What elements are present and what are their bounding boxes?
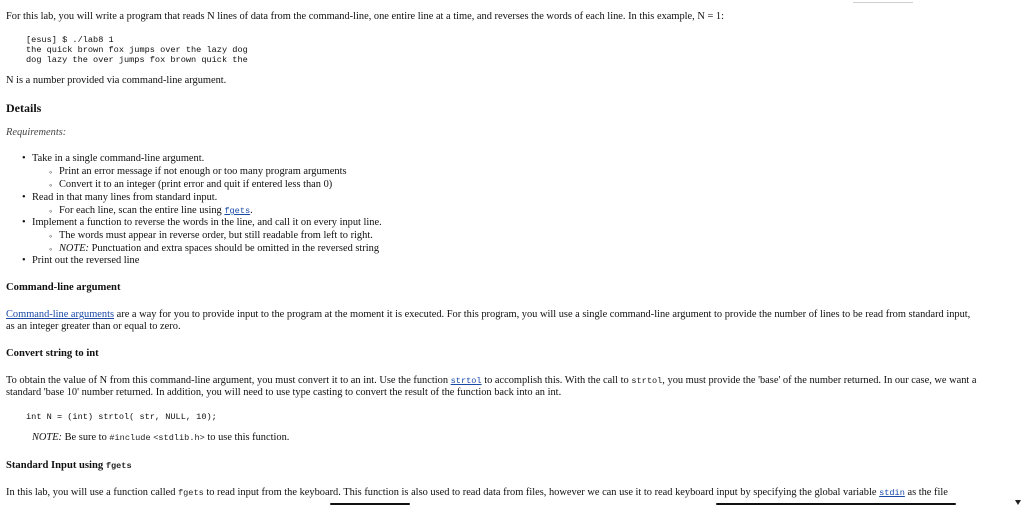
strtol-code: strtol bbox=[631, 376, 663, 386]
req-item-2: • Read in that many lines from standard input. bbox=[32, 192, 217, 204]
stdlib-code: <stdlib.h> bbox=[153, 433, 205, 443]
convert-t1-pre: To obtain the value of N from this command-line argument, you must convert it to an int. Use the function bbox=[6, 375, 451, 386]
req-item-1a: ◦ Print an error message if not enough or too many program arguments bbox=[59, 166, 347, 178]
example-cmd: [esus] $ ./lab8 1 bbox=[26, 35, 114, 45]
top-divider bbox=[853, 2, 913, 3]
command-line-arguments-link[interactable]: Command-line arguments bbox=[6, 309, 115, 320]
req-item-4: • Print out the reversed line bbox=[32, 255, 139, 267]
example-line-2: dog lazy the over jumps fox brown quick the bbox=[26, 55, 248, 65]
convert-note-pre: Be sure to bbox=[62, 432, 110, 443]
convert-paragraph-line-2: standard 'base 10' number returned. In addition, you will need to use type casting to convert the result of the function back into an int. bbox=[6, 387, 562, 398]
convert-paragraph-line-1 bbox=[6, 375, 977, 387]
cmdline-text-1: are a way for you to provide input to the program at the moment it is executed. For this program, you will use a single command-line argument to provide the number of lines to be read from standard input, bbox=[114, 309, 971, 320]
convert-t1-mid: to accomplish this. With the call to bbox=[481, 375, 632, 386]
scroll-down-arrow-icon[interactable] bbox=[1015, 500, 1021, 505]
include-code: #include bbox=[109, 433, 151, 443]
convert-note-label: NOTE: bbox=[32, 432, 63, 443]
req-item-2a bbox=[59, 205, 253, 217]
details-heading: Details bbox=[6, 101, 42, 115]
stdin-link[interactable]: stdin bbox=[879, 488, 905, 498]
strtol-code-sample: int N = (int) strtol( str, NULL, 10); bbox=[26, 412, 217, 422]
fgets-link[interactable]: fgets bbox=[224, 206, 251, 216]
req-item-3a: ◦ The words must appear in reverse order, but still readable from left to right. bbox=[59, 230, 373, 242]
cmdline-paragraph-line-1 bbox=[6, 309, 970, 321]
stdin-heading-code: fgets bbox=[105, 461, 132, 471]
cmdline-heading: Command-line argument bbox=[6, 282, 121, 293]
requirements-label-text: Requirements: bbox=[6, 127, 67, 138]
scroll-shadow-mark-2 bbox=[716, 503, 956, 505]
intro-paragraph: For this lab, you will write a program that reads N lines of data from the command-line, one entire line at a time, and reverses the words of each line. In this example, N = 1: bbox=[6, 11, 724, 22]
example-line-1: the quick brown fox jumps over the lazy dog bbox=[26, 45, 248, 55]
requirements-label bbox=[6, 127, 66, 139]
stdin-heading-text: Standard Input using bbox=[6, 460, 106, 471]
req-item-1: • Take in a single command-line argument. bbox=[32, 153, 204, 165]
req-item-2a-pre: For each line, scan the entire line using bbox=[59, 205, 225, 216]
convert-heading: Convert string to int bbox=[6, 348, 99, 359]
req-item-3: • Implement a function to reverse the words in the line, and call it on every input line. bbox=[32, 217, 382, 229]
req-item-3b bbox=[59, 243, 379, 255]
scroll-shadow-mark bbox=[330, 503, 410, 505]
req-item-1b: ◦ Convert it to an integer (print error and quit if entered less than 0) bbox=[59, 179, 332, 191]
convert-t1-post: , you must provide the 'base' of the number returned. In our case, we want a bbox=[662, 375, 977, 386]
req-item-3b-text: Punctuation and extra spaces should be omitted in the reversed string bbox=[89, 243, 380, 254]
stdin-t1-post: as the file bbox=[904, 487, 948, 498]
stdin-t1-mid: to read input from the keyboard. This function is also used to read data from files, however we can use it to read keyboard input by specifying the global variable bbox=[203, 487, 880, 498]
scrollbar[interactable] bbox=[1012, 0, 1022, 506]
stdin-paragraph-line-1 bbox=[6, 487, 948, 499]
fgets-code: fgets bbox=[177, 488, 204, 498]
stdin-t1-pre: In this lab, you will use a function called bbox=[6, 487, 178, 498]
n-note: N is a number provided via command-line argument. bbox=[6, 75, 227, 86]
strtol-link[interactable]: strtol bbox=[450, 376, 482, 386]
cmdline-paragraph-line-2: as an integer greater than or equal to zero. bbox=[6, 321, 181, 332]
convert-note-post: to use this function. bbox=[204, 432, 290, 443]
convert-note bbox=[32, 432, 289, 444]
stdin-heading bbox=[6, 460, 132, 471]
note-label: NOTE: bbox=[59, 243, 90, 254]
req-item-2a-post: . bbox=[250, 205, 253, 216]
